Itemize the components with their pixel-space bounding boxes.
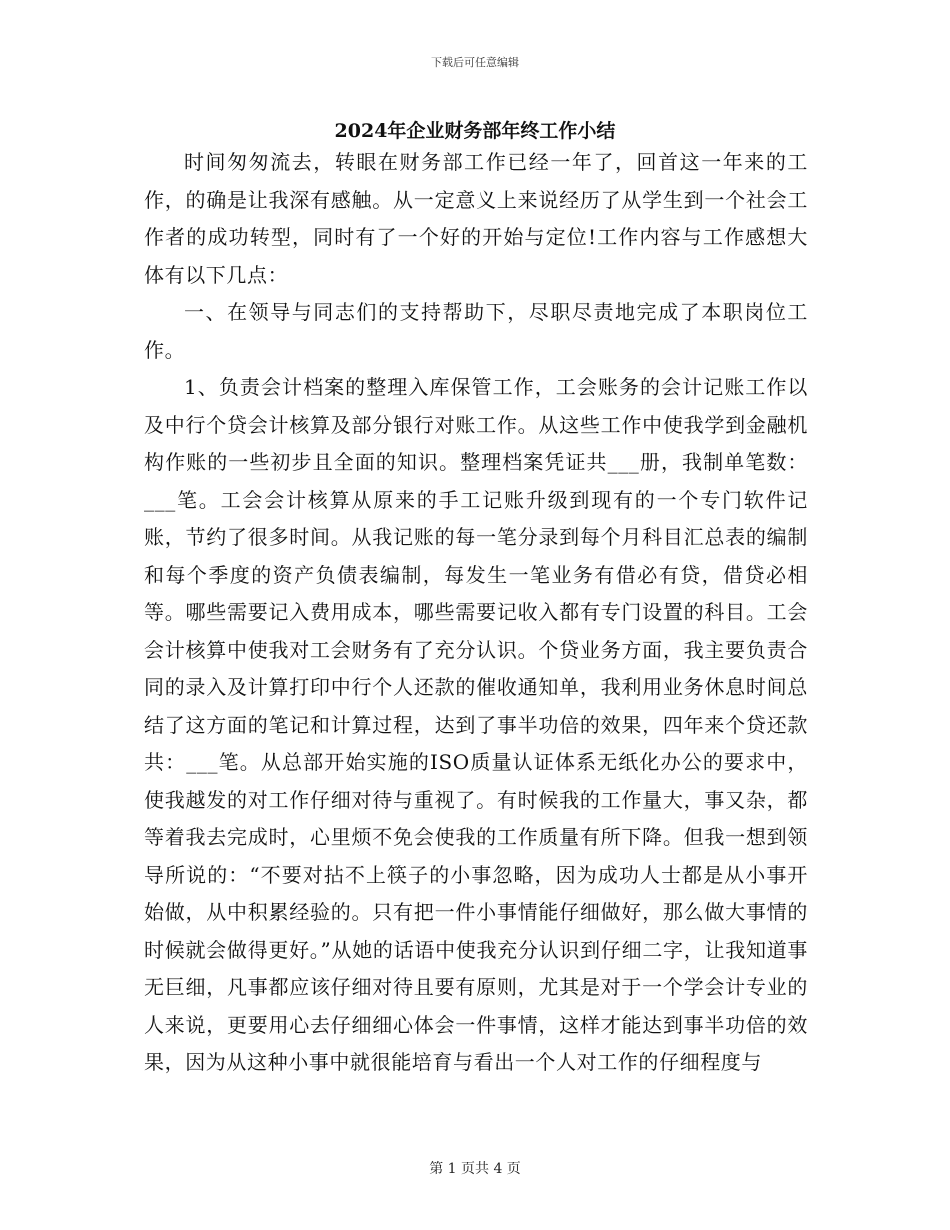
paragraph-intro: 时间匆匆流去，转眼在财务部工作已经一年了，回首这一年来的工作，的确是让我深有感触。从一定意义上来说经历了从学生到一个社会工作者的成功转型，同时有了一个好的开始与定位!工作内容与工作感想大体有以下几点： bbox=[144, 150, 808, 287]
page-footer: 第 1 页共 4 页 bbox=[429, 1161, 521, 1177]
paragraph-item-1: 1、负责会计档案的整理入库保管工作，工会账务的会计记账工作以及中行个贷会计核算及部分银行对账工作。从这些工作中使我学到金融机构作账的一些初步且全面的知识。整理档案凭证共___册，我制单笔数：___笔。工会会计核算从原来的手工记账升级到现有的一个专门软件记账，节约了很多时间。从我记账的每一笔分录到每个月科目汇总表的编制和每个季度的资产负债表编制，每发生一笔业务有借必有贷，借贷必相等。哪些需要记入费用成本，哪些需要记收入都有专门设置的科目。工会会计核算中使我对工会财务有了充分认识。个贷业务方面，我主要负责合同的录入及计算打印中行个人还款的催收通知单，我利用业务休息时间总结了这方面的笔记和计算过程，达到了事半功倍的效果，四年来个贷还款共：___笔。从总部开始实施的ISO质量认证体系无纸化办公的要求中，使我越发的对工作仔细对待与重视了。有时候我的工作量大，事又杂，都等着我去完成时，心里烦不免会使我的工作质量有所下降。但我一想到领导所说的：“不要对拈不上筷子的小事忽略，因为成功人士都是从小事开始做，从中积累经验的。只有把一件小事情能仔细做好，那么做大事情的时候就会做得更好。”从她的话语中使我充分认识到仔细二字，让我知道事无巨细，凡事都应该仔细对待且要有原则，尤其是对于一个学会计专业的人来说，更要用心去仔细细心体会一件事情，这样才能达到事半功倍的效果，因为从这种小事中就很能培育与看出一个人对工作的仔细程度与 bbox=[144, 375, 808, 1074]
header-note: 下载后可任意编辑 bbox=[431, 56, 519, 69]
paragraph-section-heading: 一、在领导与同志们的支持帮助下，尽职尽责地完成了本职岗位工作。 bbox=[144, 300, 808, 362]
document-body bbox=[144, 144, 808, 1082]
document-title: 2024年企业财务部年终工作小结 bbox=[334, 120, 616, 142]
